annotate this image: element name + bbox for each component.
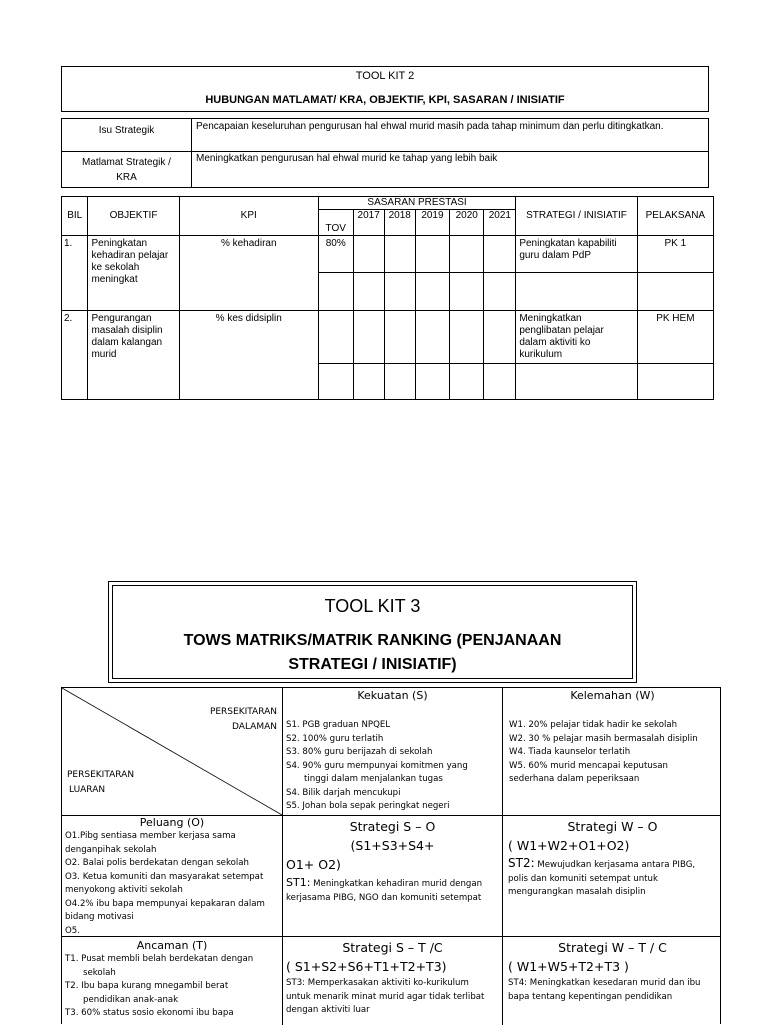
isu-value: Pencapaian keseluruhan pengurusan hal ehwal murid masih pada tahap minimum dan perlu ditingkatkan. [196, 121, 664, 132]
so-code: ST1: [286, 876, 311, 889]
header-kpi: KPI [179, 197, 318, 236]
corner-luar-2: LUARAN [69, 785, 106, 795]
wo-text-1: Mewujudkan kerjasama antara PIBG, [534, 860, 696, 870]
row-strategi: Peningkatan kapabiliti guru dalam PdP [516, 236, 637, 273]
list-item: O5. [65, 925, 80, 936]
header-bil: BIL [62, 197, 88, 236]
header-year: 2017 [353, 210, 384, 236]
tows-matrix [61, 687, 721, 1024]
header-objektif: OBJEKTIF [88, 197, 179, 236]
matlamat-label-2: KRA [116, 172, 137, 183]
row-tov: 80% [318, 236, 353, 273]
st-formula: ( S1+S2+S6+T1+T2+T3) [286, 959, 447, 974]
header-strategi: STRATEGI / INISIATIF [516, 197, 637, 236]
list-item: bidang motivasi [65, 912, 134, 922]
list-item: W4. Tiada kaunselor terlatih [509, 747, 631, 757]
row-pelaksana: PK HEM [637, 311, 713, 364]
st-title: Strategi S – T /C [342, 940, 443, 955]
header-year: 2018 [384, 210, 415, 236]
peluang-cell [62, 816, 282, 936]
list-item: O1.Pibg sentiasa member kerjasa sama [65, 831, 236, 841]
matlamat-label-1: Matlamat Strategik / [82, 157, 171, 168]
kelemahan-title: Kelemahan (W) [570, 689, 655, 702]
st-text-3: dengan aktiviti luar [286, 1005, 370, 1015]
corner-dalam-1: PERSEKITARAN [209, 707, 277, 717]
so-formula-2: O1+ O2) [286, 857, 341, 872]
row-objektif: Pengurangan masalah disiplin dalam kalangan murid [88, 311, 179, 400]
toolkit3-title: TOOL KIT 3 [324, 596, 421, 616]
list-item: O4.2% ibu bapa mempunyai kepakaran dalam [65, 898, 265, 909]
table-row [62, 236, 714, 273]
list-item: S4. Bilik darjah mencukupi [286, 787, 401, 798]
so-title: Strategi S – O [349, 819, 436, 834]
kekuatan-title: Kekuatan (S) [357, 689, 428, 702]
list-item: sekolah [83, 967, 116, 978]
ancaman-cell [62, 937, 282, 1025]
peluang-title: Peluang (O) [139, 816, 205, 829]
toolkit3-title-box [108, 581, 637, 683]
table-row [62, 311, 714, 364]
list-item: menyokong aktiviti sekolah [65, 885, 183, 895]
header-tov: TOV [318, 210, 353, 236]
list-item: S5. Johan bola sepak peringkat negeri [286, 801, 450, 811]
strategi-wo-cell [503, 816, 722, 936]
list-item: pendidikan anak-anak [83, 994, 179, 1005]
wt-formula: ( W1+W5+T2+T3 ) [508, 959, 629, 974]
list-item: denganpihak sekolah [65, 844, 157, 855]
wt-title: Strategi W – T / C [558, 940, 667, 955]
strategi-wt-cell [503, 937, 722, 1025]
row-kpi: % kes didsiplin [179, 311, 318, 400]
header-year: 2019 [415, 210, 449, 236]
wo-formula: ( W1+W2+O1+O2) [508, 838, 630, 853]
kekuatan-cell [283, 688, 502, 815]
list-item: W2. 30 % pelajar masih bermasalah disiplin [509, 733, 698, 744]
list-item: S3. 80% guru berijazah di sekolah [286, 747, 433, 757]
toolkit2-subtitle: HUBUNGAN MATLAMAT/ KRA, OBJEKTIF, KPI, SASARAN / INISIATIF [205, 94, 565, 106]
wo-text-3: mengurangkan masalah disiplin [508, 887, 646, 897]
list-item: W1. 20% pelajar tidak hadir ke sekolah [509, 720, 678, 730]
row-tov [318, 311, 353, 364]
wo-title: Strategi W – O [567, 819, 658, 834]
row-objektif: Peningkatan kehadiran pelajar ke sekolah meningkat [88, 236, 179, 311]
toolkit2-title-box [61, 66, 709, 112]
wo-text-2: polis dan komuniti setempat untuk [508, 873, 658, 884]
wo-code: ST2: [508, 856, 535, 870]
strategi-st-cell [283, 937, 502, 1025]
isu-label: Isu Strategik [98, 125, 155, 136]
list-item: tinggi dalam menjalankan tugas [304, 774, 443, 784]
list-item: sederhana dalam peperiksaan [509, 774, 640, 784]
row-strategi: Meningkatkan penglibatan pelajar dalam aktiviti ko kurikulum [516, 311, 637, 364]
header-year: 2020 [450, 210, 484, 236]
matlamat-value: Meningkatkan pengurusan hal ehwal murid ke tahap yang lebih baik [196, 153, 498, 164]
list-item: S2. 100% guru terlatih [286, 733, 384, 744]
wt-text-2: bapa tentang kepentingan pendidikan [508, 991, 673, 1002]
list-item: T2. Ibu bapa kurang mnegambil berat [65, 981, 229, 991]
header-pelaksana: PELAKSANA [637, 197, 713, 236]
ancaman-title: Ancaman (T) [136, 939, 208, 952]
so-formula-1: (S1+S3+S4+ [350, 838, 435, 853]
list-item: O2. Balai polis berdekatan dengan sekolah [65, 858, 249, 868]
toolkit3-subtitle-1: TOWS MATRIKS/MATRIK RANKING (PENJANAAN [183, 632, 562, 649]
toolkit2-title: TOOL KIT 2 [355, 70, 415, 82]
isu-strategik-row [61, 118, 709, 188]
row-bil: 1. [62, 236, 88, 311]
so-text-1: Meningkatkan kehadiran murid dengan [310, 879, 483, 889]
kpi-table [61, 196, 714, 400]
list-item: T1. Pusat membli belah berdekatan dengan [65, 954, 254, 964]
header-year: 2021 [484, 210, 516, 236]
corner-dalam-2: DALAMAN [232, 722, 277, 732]
list-item: S1. PGB graduan NPQEL [286, 720, 391, 730]
so-text-2: kerjasama PIBG, NGO dan komuniti setempat [286, 892, 482, 903]
list-item: T3. 60% status sosio ekonomi ibu bapa [65, 1008, 234, 1018]
toolkit3-subtitle-2: STRATEGI / INISIATIF) [288, 656, 457, 673]
list-item: O3. Ketua komuniti dan masyarakat setempat [65, 871, 264, 882]
corner-luar-1: PERSEKITARAN [67, 770, 135, 780]
row-bil: 2. [62, 311, 88, 400]
row-pelaksana: PK 1 [637, 236, 713, 273]
wt-text-1: ST4: Meningkatkan kesedaran murid dan ibu [508, 978, 701, 988]
header-sasaran: SASARAN PRESTASI [318, 197, 515, 210]
strategi-so-cell [283, 816, 502, 936]
list-item: S4. 90% guru mempunyai komitmen yang [286, 760, 468, 771]
kelemahan-cell [503, 688, 722, 815]
list-item: W5. 60% murid mencapai keputusan [509, 760, 668, 771]
st-text-2: untuk menarik minat murid agar tidak terlibat [286, 991, 485, 1002]
st-text-1: ST3: Memperkasakan aktiviti ko-kurikulum [286, 978, 469, 988]
row-kpi: % kehadiran [179, 236, 318, 311]
